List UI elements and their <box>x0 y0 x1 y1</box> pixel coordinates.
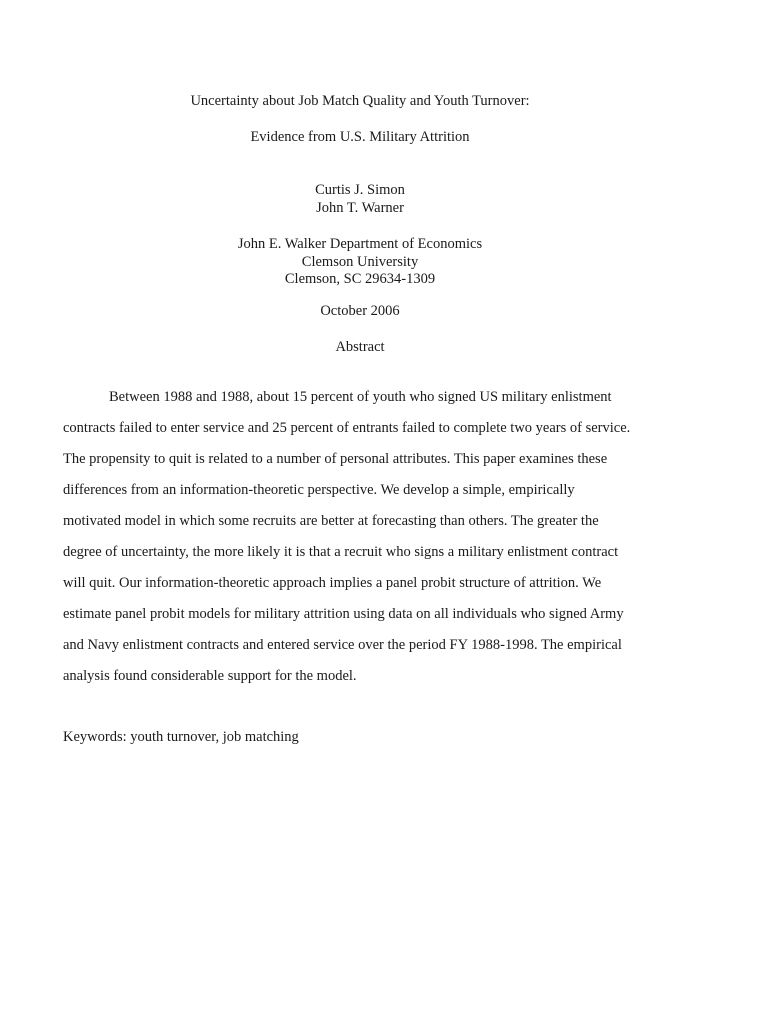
paper-title-line-1: Uncertainty about Job Match Quality and Youth Turnover: <box>190 93 530 109</box>
abstract-heading: Abstract <box>335 339 385 355</box>
affiliation-department: John E. Walker Department of Economics <box>237 236 483 252</box>
affiliation-address: Clemson, SC 29634-1309 <box>284 271 436 287</box>
affiliation-university: Clemson University <box>301 254 419 270</box>
abstract-line: and Navy enlistment contracts and entered service over the period FY 1988-1998. The empirical <box>63 637 622 653</box>
keywords: Keywords: youth turnover, job matching <box>63 729 299 745</box>
abstract-body <box>63 386 663 696</box>
paper-title-line-2: Evidence from U.S. Military Attrition <box>250 129 470 145</box>
abstract-line: degree of uncertainty, the more likely it is that a recruit who signs a military enlistment contract <box>63 544 619 560</box>
abstract-line: analysis found considerable support for the model. <box>63 668 357 684</box>
abstract-line: Between 1988 and 1988, about 15 percent of youth who signed US military enlistment <box>109 389 612 405</box>
abstract-line: The propensity to quit is related to a number of personal attributes. This paper examines these <box>63 451 608 467</box>
abstract-line: motivated model in which some recruits are better at forecasting than others. The greater the <box>63 513 599 529</box>
abstract-line: contracts failed to enter service and 25 percent of entrants failed to complete two years of service. <box>63 420 631 436</box>
abstract-line: will quit. Our information-theoretic approach implies a panel probit structure of attrition. We <box>63 575 602 591</box>
abstract-line: estimate panel probit models for military attrition using data on all individuals who signed Army <box>63 606 624 622</box>
author-name: John T. Warner <box>316 200 404 216</box>
abstract-line: differences from an information-theoretic perspective. We develop a simple, empirically <box>63 482 575 498</box>
author-name: Curtis J. Simon <box>315 182 405 198</box>
publication-date: October 2006 <box>320 303 400 319</box>
